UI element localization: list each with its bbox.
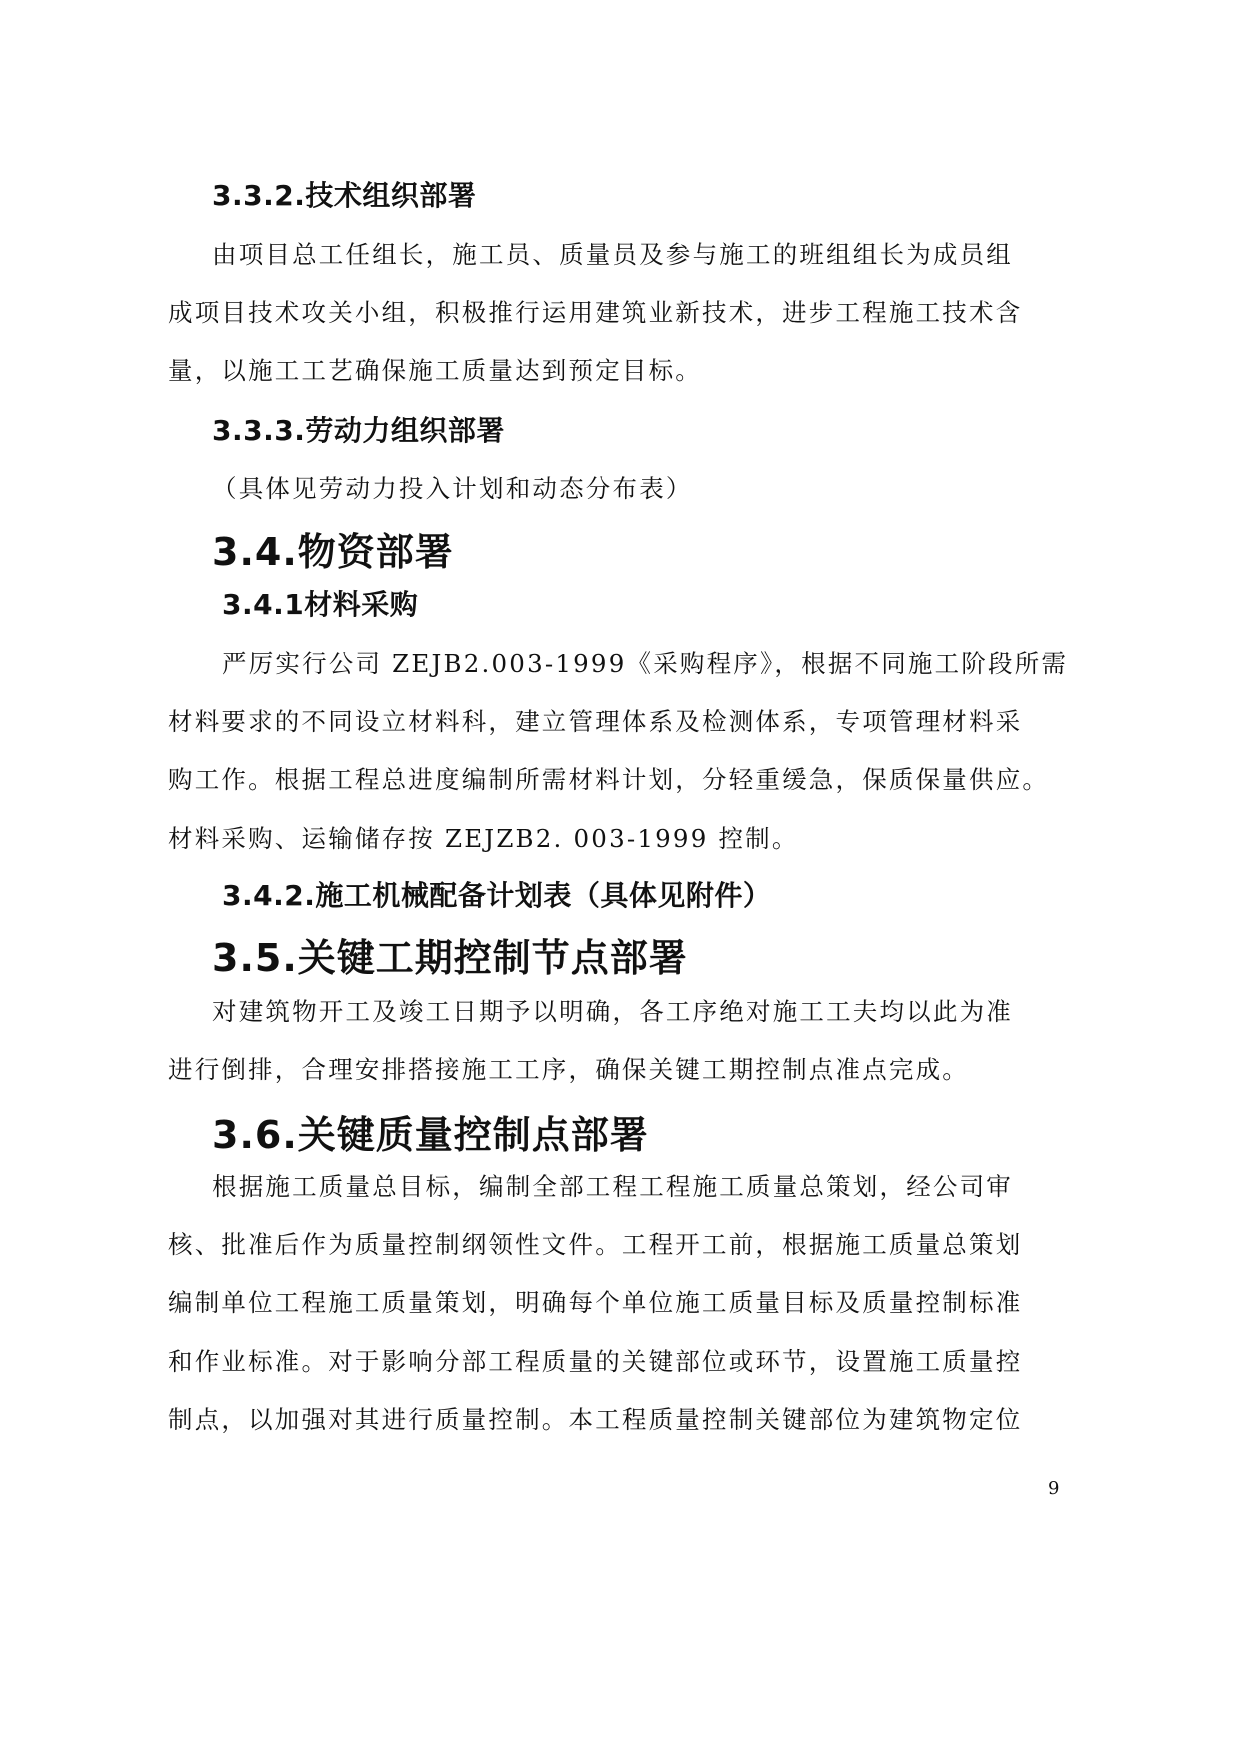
- paragraph-line: 制点，以加强对其进行质量控制。本工程质量控制关键部位为建筑物定位: [168, 1405, 1023, 1434]
- paragraph-line: 编制单位工程施工质量策划，明确每个单位施工质量目标及质量控制标准: [168, 1288, 1023, 1317]
- heading-3-5: 3.5.关键工期控制节点部署: [212, 936, 688, 980]
- heading-3-4-1: 3.4.1材料采购: [222, 588, 419, 621]
- paragraph-line: 核、批准后作为质量控制纲领性文件。工程开工前，根据施工质量总策划: [168, 1230, 1023, 1259]
- paragraph-line: 进行倒排，合理安排搭接施工工序，确保关键工期控制点准点完成。: [168, 1055, 969, 1084]
- paragraph-line: 量，以施工工艺确保施工质量达到预定目标。: [168, 356, 702, 385]
- paragraph-line: 成项目技术攻关小组，积极推行运用建筑业新技术，进步工程施工技术含: [168, 298, 1023, 327]
- heading-3-4: 3.4.物资部署: [212, 530, 454, 574]
- paragraph-line: 购工作。根据工程总进度编制所需材料计划，分轻重缓急，保质保量供应。: [168, 765, 1050, 794]
- paragraph-line: 材料采购、运输储存按 ZEJZB2. 003-1999 控制。: [168, 824, 799, 853]
- heading-3-3-3: 3.3.3.劳动力组织部署: [212, 414, 505, 447]
- heading-3-6: 3.6.关键质量控制点部署: [212, 1113, 649, 1157]
- heading-3-3-2: 3.3.2.技术组织部署: [212, 179, 477, 212]
- heading-3-4-2: 3.4.2.施工机械配备计划表（具体见附件）: [222, 879, 772, 912]
- paragraph-line: 根据施工质量总目标，编制全部工程工程施工质量总策划，经公司审: [212, 1172, 1013, 1201]
- paragraph-line: 由项目总工任组长，施工员、质量员及参与施工的班组组长为成员组: [212, 240, 1013, 269]
- page-number: 9: [1048, 1478, 1060, 1499]
- paragraph-line: 严厉实行公司 ZEJB2.003-1999《采购程序》，根据不同施工阶段所需: [222, 649, 1069, 678]
- paragraph-line: 对建筑物开工及竣工日期予以明确，各工序绝对施工工夫均以此为准: [212, 997, 1013, 1026]
- paragraph-line: 材料要求的不同设立材料科，建立管理体系及检测体系，专项管理材料采: [168, 707, 1023, 736]
- paragraph-line: 和作业标准。对于影响分部工程质量的关键部位或环节，设置施工质量控: [168, 1347, 1023, 1376]
- paragraph-line: （具体见劳动力投入计划和动态分布表）: [212, 474, 693, 503]
